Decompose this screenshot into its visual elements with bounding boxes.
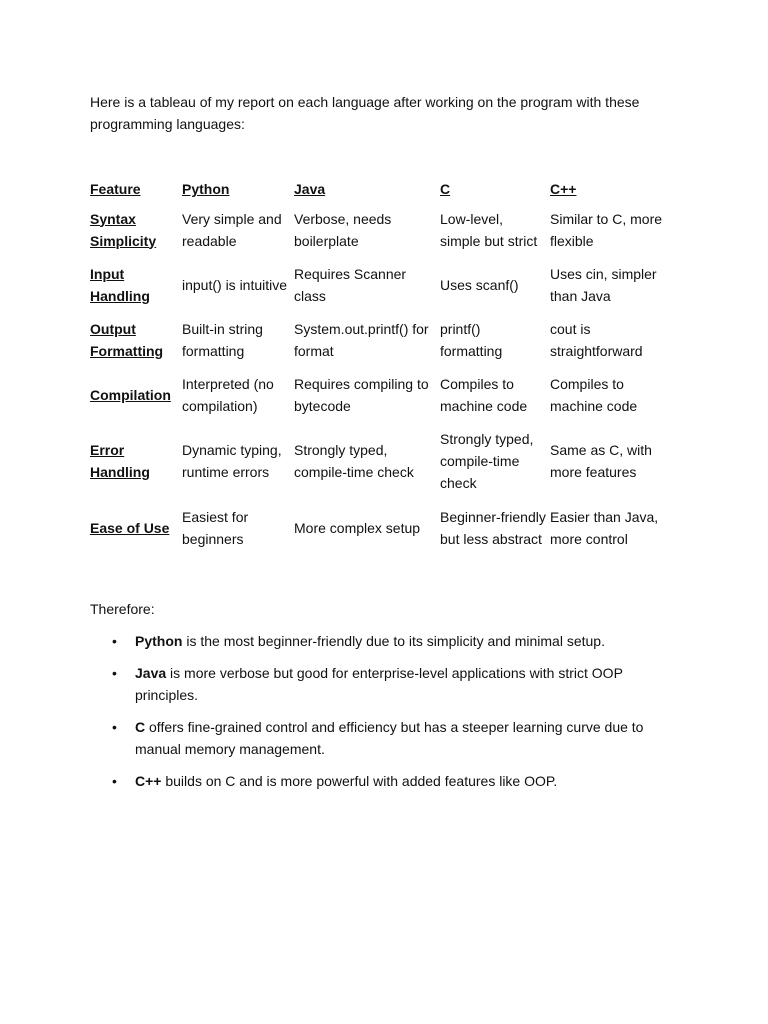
- cell-python: Easiest for beginners: [182, 509, 249, 547]
- conclusion-text: builds on C and is more powerful with added features like OOP.: [161, 773, 558, 789]
- table-row: [88, 257, 672, 312]
- conclusion-language: C++: [135, 773, 162, 789]
- cell-java: More complex setup: [294, 520, 421, 536]
- cell-cpp: Easier than Java, more control: [550, 509, 659, 547]
- bullet-icon: •: [112, 665, 117, 681]
- row-label-compilation: Compilation: [90, 387, 171, 403]
- list-item: [90, 716, 650, 760]
- header-cpp: C++: [550, 181, 577, 197]
- cell-java: Requires compiling to bytecode: [294, 376, 429, 414]
- list-item: [90, 630, 650, 652]
- header-feature: Feature: [90, 181, 141, 197]
- cell-python: Dynamic typing, runtime errors: [182, 442, 282, 480]
- list-item: [90, 770, 650, 792]
- row-label-syntax-simplicity: Syntax Simplicity: [90, 210, 157, 249]
- cell-cpp: Similar to C, more flexible: [550, 210, 663, 249]
- bullet-icon: •: [112, 773, 117, 789]
- table-header-row: [88, 176, 672, 202]
- row-label-error-handling: Error Handling: [90, 442, 150, 480]
- cell-python: Very simple and readable: [182, 210, 282, 249]
- cell-java: System.out.printf() for format: [294, 320, 429, 359]
- conclusion-text: is more verbose but good for enterprise-level applications with strict OOP principles.: [135, 665, 623, 703]
- conclusion-language: Java: [135, 665, 167, 681]
- table-row: [88, 367, 672, 423]
- cell-python: Built-in string formatting: [182, 320, 263, 359]
- cell-cpp: Compiles to machine code: [550, 376, 638, 414]
- row-label-output-formatting: Output Formatting: [90, 320, 164, 359]
- header-java: Java: [294, 181, 326, 197]
- table-row: [88, 423, 672, 499]
- conclusion-text: offers fine-grained control and efficiency but has a steeper learning curve due to manual memory management.: [135, 719, 644, 757]
- bullet-icon: •: [112, 719, 117, 735]
- cell-c: printf() formatting: [440, 320, 503, 359]
- cell-python: Interpreted (no compilation): [182, 376, 274, 414]
- cell-python: input() is intuitive: [182, 276, 288, 293]
- row-label-ease-of-use: Ease of Use: [90, 520, 170, 536]
- conclusions-list: [90, 630, 650, 802]
- conclusion-text: is the most beginner-friendly due to its simplicity and minimal setup.: [182, 633, 605, 649]
- cell-java: Strongly typed, compile-time check: [294, 442, 414, 480]
- cell-cpp: Same as C, with more features: [550, 442, 652, 480]
- cell-java: Verbose, needs boilerplate: [294, 210, 392, 249]
- cell-cpp: cout is straightforward: [550, 320, 643, 359]
- table-row: [88, 499, 672, 557]
- intro-paragraph: Here is a tableau of my report on each language after working on the program with these programming languages:: [90, 94, 640, 132]
- bullet-icon: •: [112, 633, 117, 649]
- cell-c: Beginner-friendly but less abstract: [440, 509, 546, 547]
- header-c: C: [440, 181, 451, 197]
- conclusion-language: Python: [135, 633, 183, 649]
- list-item: [90, 662, 650, 706]
- table-row: [88, 312, 672, 367]
- therefore-label: Therefore:: [90, 601, 155, 617]
- cell-c: Low-level, simple but strict: [440, 210, 538, 249]
- cell-cpp: Uses cin, simpler than Java: [550, 265, 657, 304]
- header-python: Python: [182, 181, 230, 197]
- cell-c: Strongly typed, compile-time check: [440, 431, 534, 491]
- comparison-table: [88, 176, 672, 557]
- table-row: [88, 202, 672, 257]
- cell-c: Uses scanf(): [440, 276, 519, 293]
- row-label-input-handling: Input Handling: [90, 265, 150, 304]
- cell-c: Compiles to machine code: [440, 376, 528, 414]
- conclusion-language: C: [135, 719, 146, 735]
- cell-java: Requires Scanner class: [294, 265, 407, 304]
